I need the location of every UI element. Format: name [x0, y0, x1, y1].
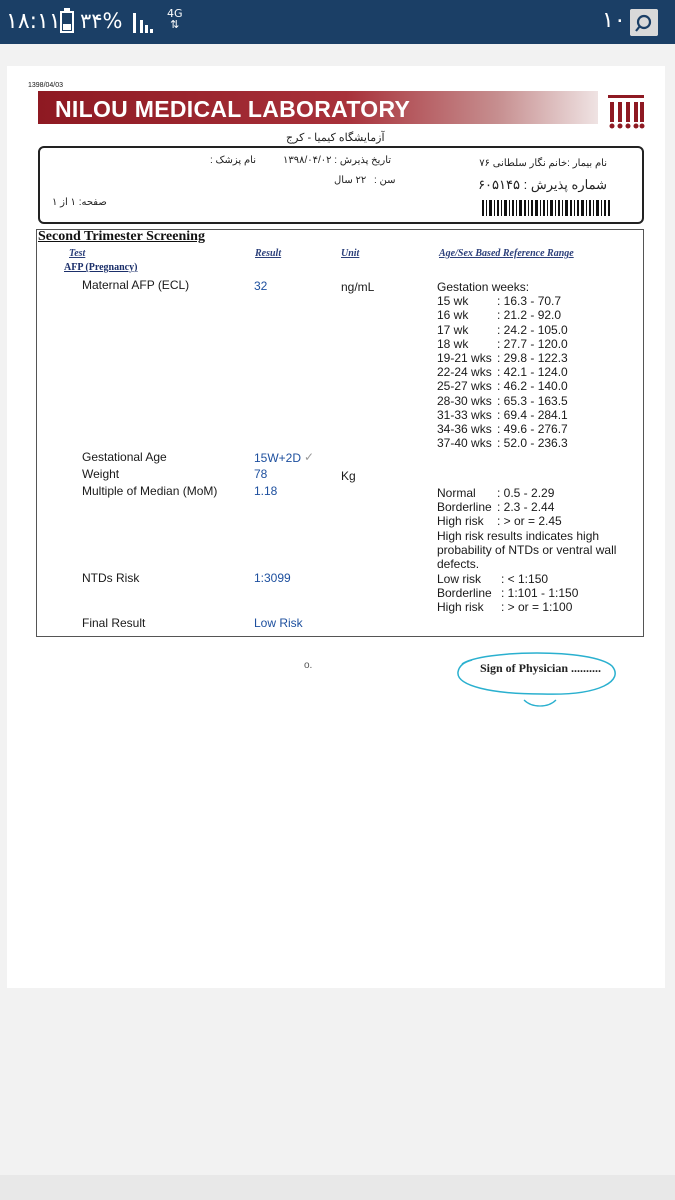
group-title: AFP (Pregnancy)	[64, 262, 138, 273]
ref-range-item: 15 wk : 16.3 - 70.7	[437, 294, 562, 309]
result-gestational-age: 15W+2D	[254, 451, 302, 465]
status-time: ۱۸:۱۱	[6, 9, 61, 34]
col-header-result: Result	[255, 248, 282, 259]
col-header-reference: Age/Sex Based Reference Range	[439, 248, 574, 259]
signature-label: Sign of Physician ..........	[480, 661, 602, 675]
page-counter: صفحه: ۱ از ۱	[52, 197, 107, 208]
small-mark: o.	[304, 660, 313, 671]
afp-reference-range	[437, 280, 568, 450]
network-type: 4G	[167, 7, 183, 20]
test-label-mom: Multiple of Median (MoM)	[82, 484, 218, 498]
result-ntds-risk: 1:3099	[254, 571, 291, 585]
ref-range-item: 19-21 wks : 29.8 - 122.3	[437, 351, 568, 366]
ref-range-item: Borderline : 1:101 - 1:150	[437, 586, 579, 601]
test-label-weight: Weight	[82, 467, 120, 481]
ref-range-item: 31-33 wks : 69.4 - 284.1	[437, 407, 568, 422]
ref-range-item: 34-36 wks : 49.6 - 276.7	[437, 422, 568, 437]
patient-name: نام بیمار :خانم نگار سلطانی ۷۶	[479, 158, 607, 169]
ref-range-item: High risk : > or = 1:100	[437, 600, 573, 615]
status-bar	[0, 0, 675, 44]
col-header-test: Test	[69, 248, 86, 259]
battery-percent: ۳۴%	[80, 9, 123, 33]
result-final: Low Risk	[254, 616, 303, 630]
signal-icon	[132, 11, 160, 35]
result-mom: 1.18	[254, 484, 278, 498]
search-app-icon[interactable]	[630, 9, 658, 36]
ntd-reference-range	[437, 572, 578, 615]
test-label-ntds-risk: NTDs Risk	[82, 571, 140, 585]
ref-range-item: Low risk : < 1:150	[437, 572, 549, 586]
ref-range-item: 22-24 wks : 42.1 - 124.0	[437, 365, 568, 380]
ref-range-item: High risk : > or = 2.45	[437, 514, 562, 529]
ref-heading: Gestation weeks:	[437, 280, 530, 294]
age-label: سن :	[374, 175, 396, 186]
barcode	[482, 200, 610, 216]
mom-reference-range	[437, 486, 637, 571]
report-date: 1398/04/03	[28, 82, 64, 89]
lab-logo-icon	[606, 93, 646, 131]
ref-range-item: 17 wk : 24.2 - 105.0	[437, 322, 568, 337]
notification-count: ۱۰	[602, 8, 626, 33]
ref-range-item: 18 wk : 27.7 - 120.0	[437, 336, 568, 351]
test-label-final-result: Final Result	[82, 616, 146, 630]
lab-name-fa: آزمایشگاه کیمیا - کرج	[286, 132, 385, 144]
result-weight: 78	[254, 467, 268, 481]
admission-number: شماره پذیرش : ۶۰۵۱۴۵	[478, 177, 607, 192]
col-header-unit: Unit	[341, 248, 360, 259]
test-label-afp: Maternal AFP (ECL)	[82, 278, 190, 292]
data-arrows-icon: ⇅	[170, 18, 180, 31]
ref-range-item: 28-30 wks : 65.3 - 163.5	[437, 393, 568, 408]
lab-title: NILOU MEDICAL LABORATORY	[55, 96, 411, 122]
battery-icon	[60, 11, 74, 33]
ref-range-item: 16 wk : 21.2 - 92.0	[437, 308, 562, 323]
check-mark-icon: ✓	[304, 450, 315, 464]
network-indicator	[167, 8, 183, 30]
ref-range-item: Borderline : 2.3 - 2.44	[437, 500, 555, 515]
ref-range-item: Normal : 0.5 - 2.29	[437, 486, 555, 500]
section-title: Second Trimester Screening	[38, 229, 205, 244]
mom-risk-note: High risk results indicates high probability of NTDs or ventral wall defects.	[437, 528, 617, 572]
doctor-label: نام پزشک :	[210, 155, 256, 166]
age-value: ۲۲ سال	[334, 175, 367, 186]
test-label-gestational-age: Gestational Age	[82, 450, 167, 464]
admission-date: تاریخ پذیرش : ۱۳۹۸/۰۴/۰۲	[283, 155, 392, 166]
result-afp: 32	[254, 279, 268, 293]
bottom-strip	[0, 1175, 675, 1200]
ref-range-item: 25-27 wks : 46.2 - 140.0	[437, 379, 568, 394]
unit-weight: Kg	[341, 469, 356, 483]
unit-afp: ng/mL	[341, 280, 375, 294]
ref-range-item: 37-40 wks : 52.0 - 236.3	[437, 436, 568, 451]
signature-circle-icon	[452, 650, 622, 712]
